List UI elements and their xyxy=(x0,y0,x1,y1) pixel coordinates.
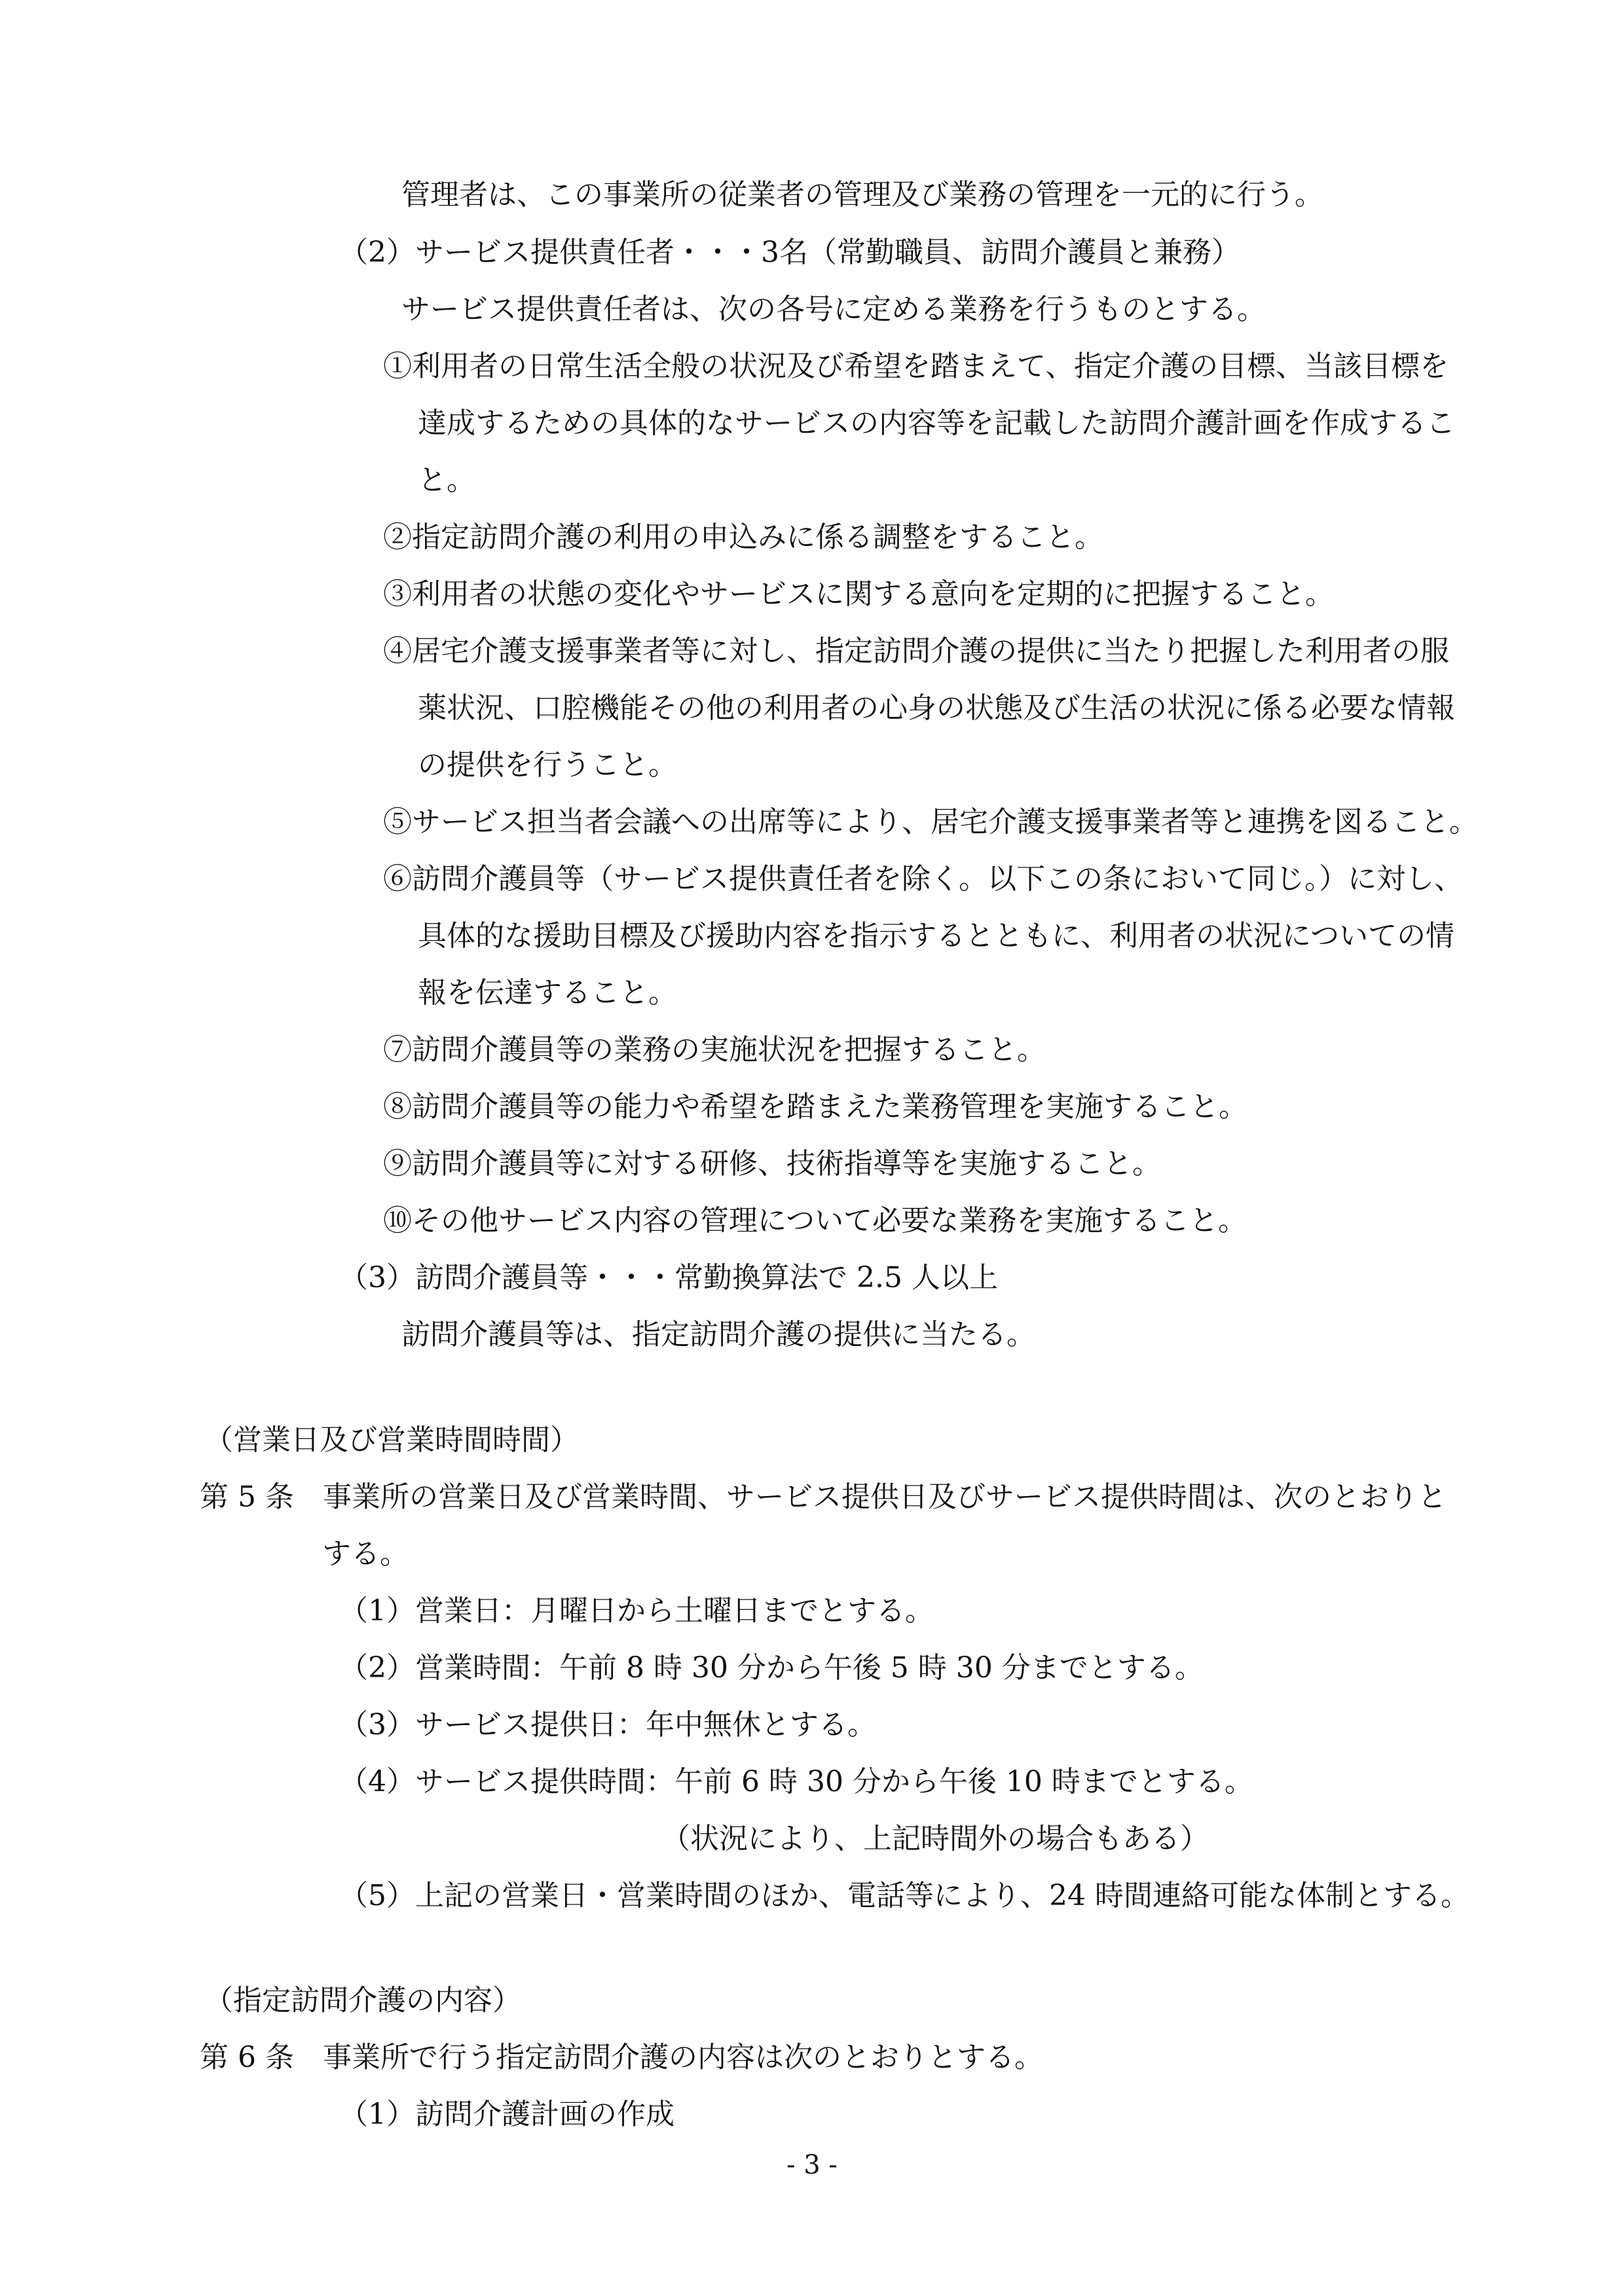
article-5-text: 第 5 条 事業所の営業日及び営業時間、サービス提供日及びサービス提供時間は、次のとおりと xyxy=(200,1480,1447,1514)
duty-item-2: ②指定訪問介護の利用の申込みに係る調整をすること。 xyxy=(383,520,1103,554)
article-5-heading: （営業日及び営業時間時間） xyxy=(204,1423,579,1457)
duty-item-1: ①利用者の日常生活全般の状況及び希望を踏まえて、指定介護の目標、当該目標を xyxy=(383,350,1449,383)
service-day-item: （3）サービス提供日：年中無休とする。 xyxy=(339,1708,876,1741)
article-5-text-continuation: する。 xyxy=(322,1537,409,1571)
section-item-2: （2）サービス提供責任者・・・3名（常勤職員、訪問介護員と兼務） xyxy=(339,236,1240,269)
care-plan-item: （1）訪問介護計画の作成 xyxy=(339,2098,674,2131)
service-hours-note: （状況により、上記時間外の場合もある） xyxy=(661,1822,1209,1855)
service-hours-item: （4）サービス提供時間：午前 6 時 30 分から午後 10 時までとする。 xyxy=(339,1765,1253,1798)
text-line: 訪問介護員等は、指定訪問介護の提供に当たる。 xyxy=(401,1318,1035,1351)
duty-item-1-continuation: 達成するための具体的なサービスの内容等を記載した訪問介護計画を作成するこ xyxy=(418,407,1455,440)
duty-item-10: ⑩その他サービス内容の管理について必要な業務を実施すること。 xyxy=(383,1204,1247,1237)
duty-item-4-continuation: の提供を行うこと。 xyxy=(418,748,677,782)
duty-item-5: ⑤サービス担当者会議への出席等により、居宅介護支援事業者等と連携を図ること。 xyxy=(383,805,1478,839)
page-number: - 3 - xyxy=(786,2150,838,2180)
article-6-text: 第 6 条 事業所で行う指定訪問介護の内容は次のとおりとする。 xyxy=(200,2041,1043,2074)
duty-item-4: ④居宅介護支援事業者等に対し、指定訪問介護の提供に当たり把握した利用者の服 xyxy=(383,634,1449,668)
duty-item-9: ⑨訪問介護員等に対する研修、技術指導等を実施すること。 xyxy=(383,1147,1161,1180)
duty-item-8: ⑧訪問介護員等の能力や希望を踏まえた業務管理を実施すること。 xyxy=(383,1090,1247,1123)
duty-item-6-continuation: 報を伝達すること。 xyxy=(418,976,677,1010)
business-hours-item: （2）営業時間：午前 8 時 30 分から午後 5 時 30 分までとする。 xyxy=(339,1651,1204,1685)
business-day-item: （1）営業日：月曜日から土曜日までとする。 xyxy=(339,1594,934,1628)
article-6-heading: （指定訪問介護の内容） xyxy=(204,1984,521,2017)
text-line: 管理者は、この事業所の従業者の管理及び業務の管理を一元的に行う。 xyxy=(401,178,1323,211)
duty-item-3: ③利用者の状態の変化やサービスに関する意向を定期的に把握すること。 xyxy=(383,577,1334,611)
duty-item-6: ⑥訪問介護員等（サービス提供責任者を除く。以下この条において同じ。）に対し、 xyxy=(383,862,1464,896)
duty-item-6-continuation: 具体的な援助目標及び援助内容を指示するとともに、利用者の状況についての情 xyxy=(418,919,1455,953)
duty-item-7: ⑦訪問介護員等の業務の実施状況を把握すること。 xyxy=(383,1033,1046,1066)
section-item-3: （3）訪問介護員等・・・常勤換算法で 2.5 人以上 xyxy=(339,1261,998,1294)
contact-system-item: （5）上記の営業日・営業時間のほか、電話等により、24 時間連絡可能な体制とする。 xyxy=(339,1879,1469,1912)
duty-item-4-continuation: 薬状況、口腔機能その他の利用者の心身の状態及び生活の状況に係る必要な情報 xyxy=(418,691,1455,725)
duty-item-1-continuation: と。 xyxy=(418,464,475,497)
text-line: サービス提供責任者は、次の各号に定める業務を行うものとする。 xyxy=(401,293,1266,326)
